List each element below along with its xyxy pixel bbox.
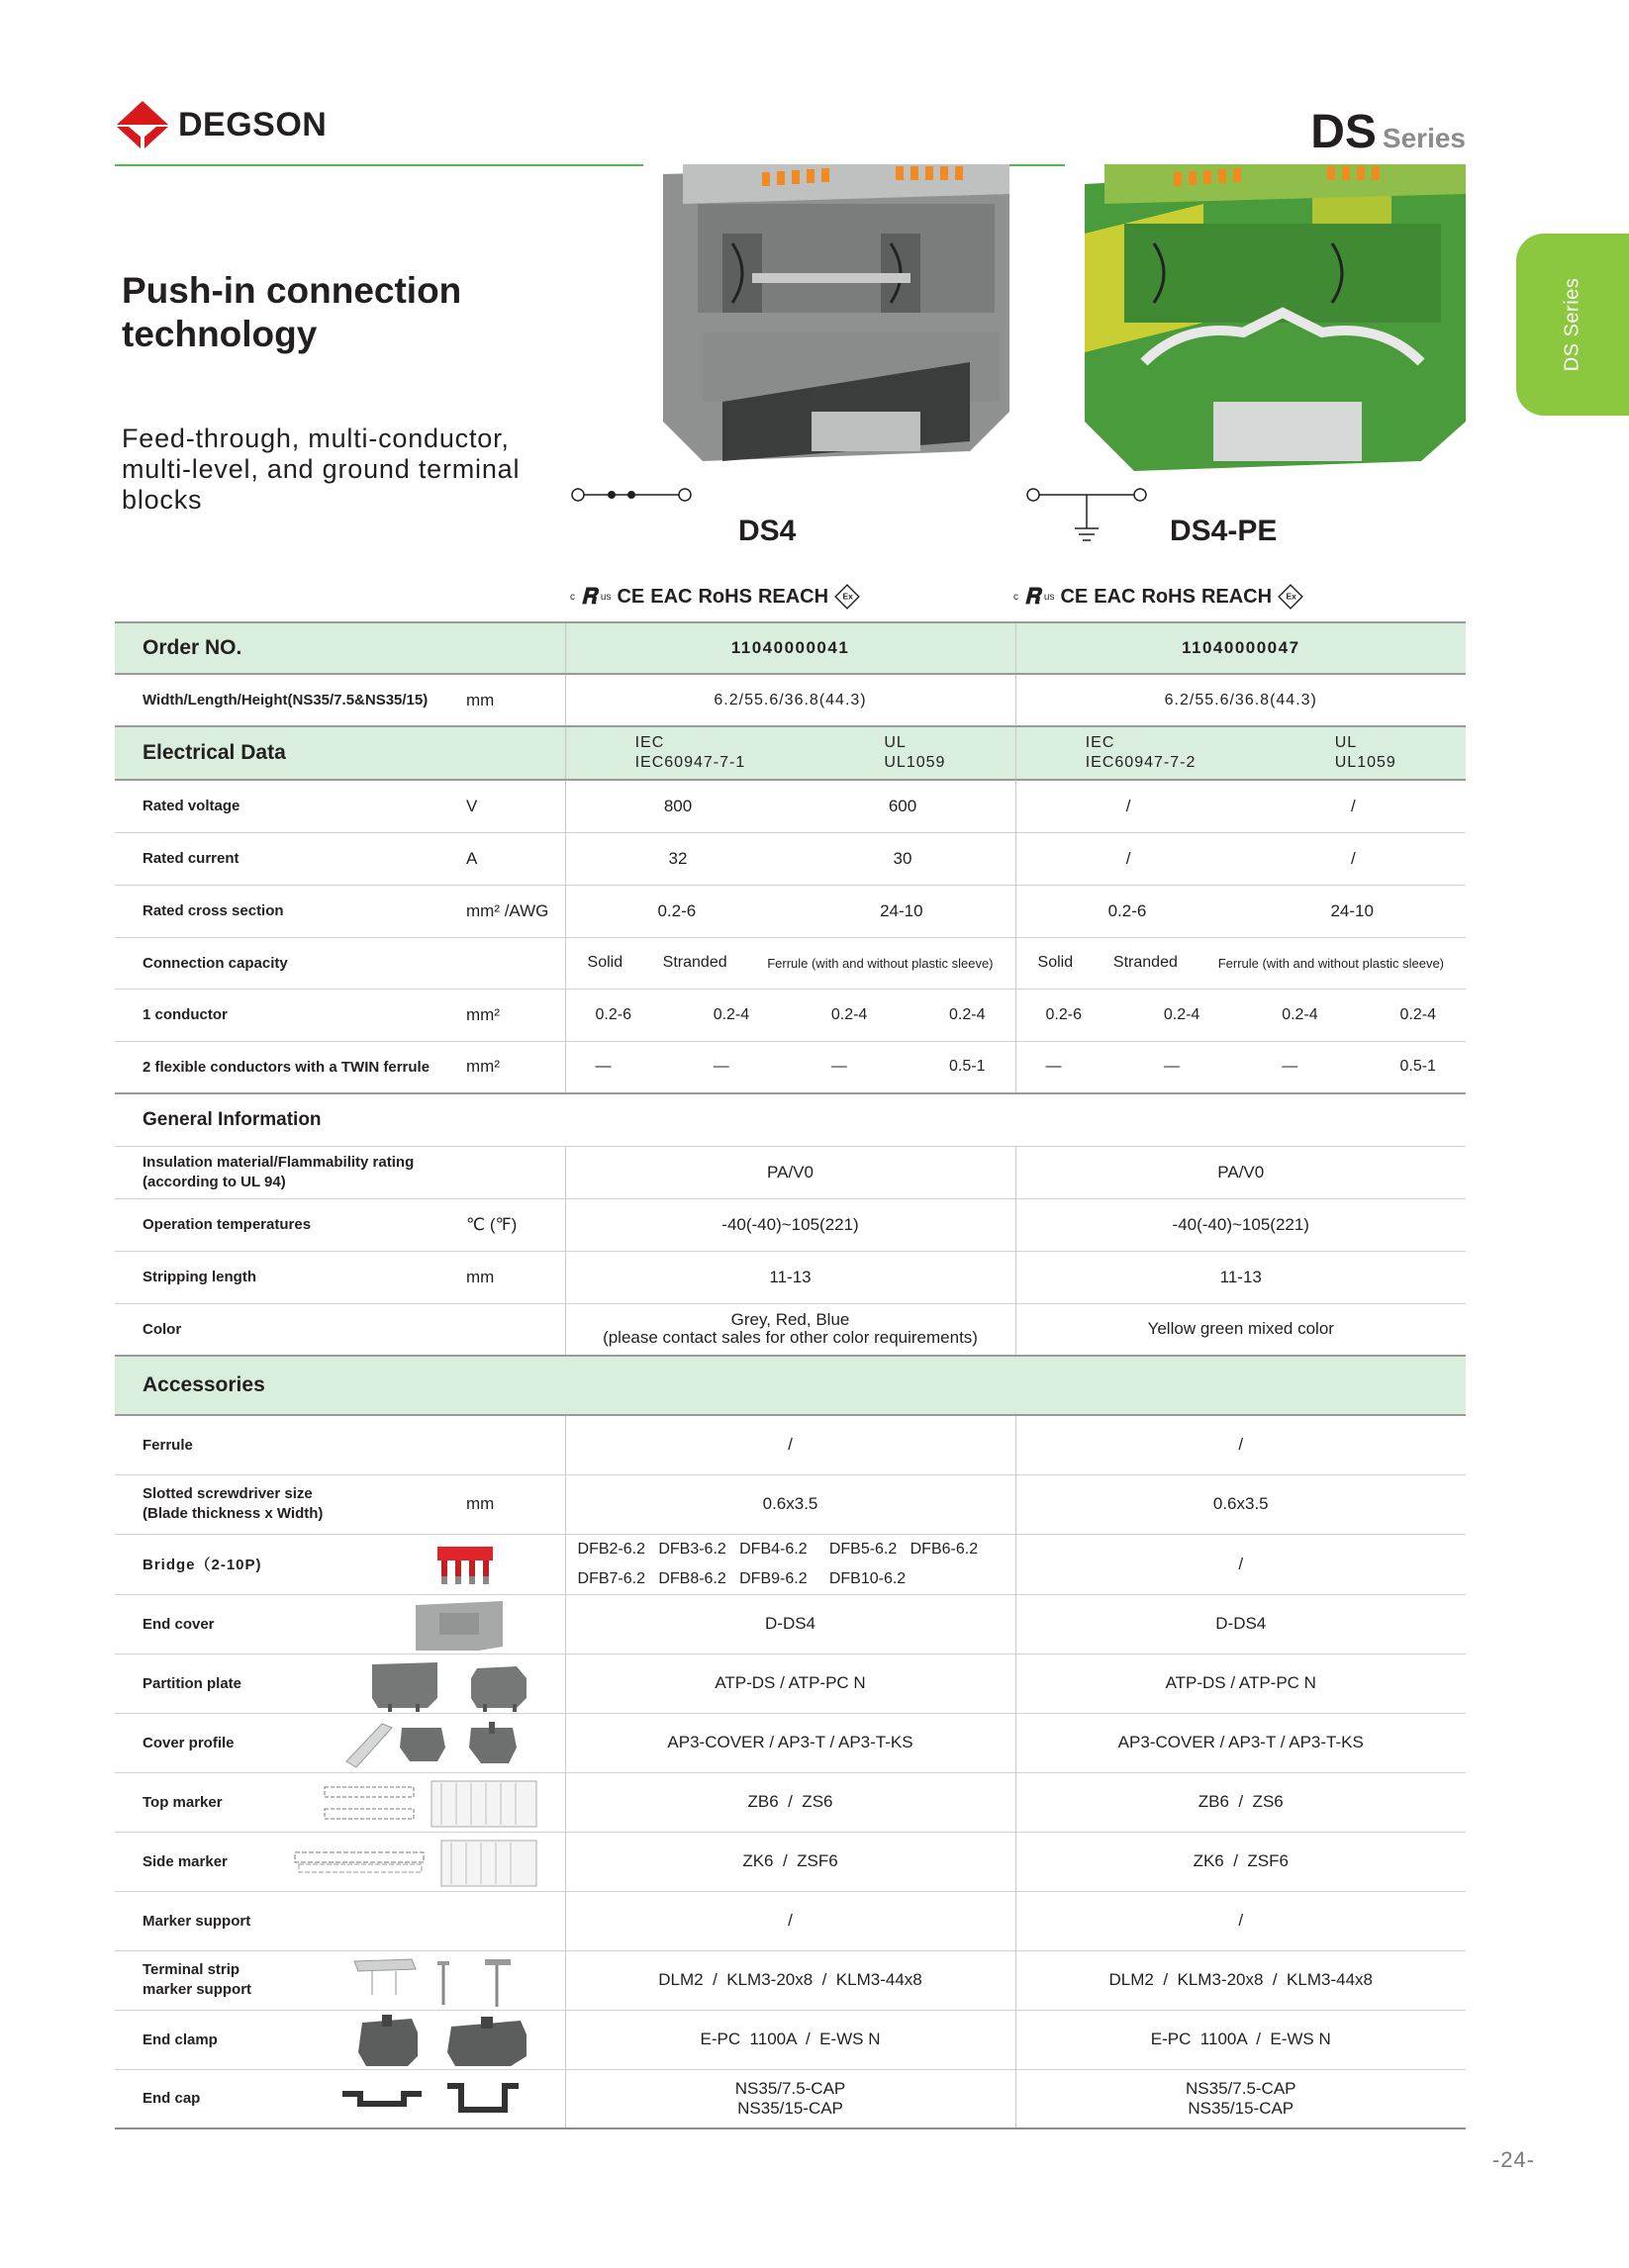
one-conductor-solid-pe: 0.2-6 bbox=[1045, 1005, 1082, 1023]
strip-marker-label-line1: Terminal strip bbox=[143, 1961, 240, 1978]
order-number-ds4-pe: 11040000047 bbox=[1015, 622, 1466, 674]
one-conductor-ferrule2-pe: 0.2-4 bbox=[1399, 1005, 1437, 1023]
rated-current-row bbox=[115, 832, 1466, 885]
partition-label-cell bbox=[115, 1654, 466, 1713]
ul-us-text: us bbox=[600, 591, 612, 603]
cap-solid-ds4: Solid bbox=[587, 954, 623, 971]
cover-profile-image bbox=[342, 1718, 540, 1771]
one-conductor-solid-ds4: 0.2-6 bbox=[595, 1005, 631, 1023]
end-cap-label: End cap bbox=[143, 2090, 201, 2108]
order-number-ds4: 11040000041 bbox=[565, 622, 1015, 674]
end-clamp-image bbox=[352, 2013, 540, 2068]
electrical-standards-ds4 bbox=[565, 726, 1015, 780]
side-marker-label-cell bbox=[115, 1832, 466, 1891]
degson-logo-icon bbox=[115, 99, 170, 150]
screwdriver-ds4-pe: 0.6x3.5 bbox=[1015, 1474, 1466, 1534]
electrical-label: Electrical Data bbox=[115, 726, 565, 780]
end-cap-row bbox=[115, 2069, 1466, 2128]
two-conductors-row bbox=[115, 1041, 1466, 1093]
std-ul-pe: UL bbox=[1334, 734, 1358, 751]
marker-support-label: Marker support bbox=[115, 1891, 565, 1950]
end-cover-label-cell bbox=[115, 1594, 466, 1654]
strip-marker-ds4-pe: DLM2 / KLM3-20x8 / KLM3-44x8 bbox=[1015, 1950, 1466, 2010]
ul-mark-icon: 𝐑 bbox=[1024, 584, 1038, 610]
bridge-ds4-pe: / bbox=[1015, 1534, 1466, 1594]
one-conductor-stranded-pe: 0.2-4 bbox=[1163, 1005, 1200, 1023]
order-row bbox=[115, 622, 1466, 674]
op-temp-row bbox=[115, 1198, 1466, 1251]
screwdriver-label-line1: Slotted screwdriver size bbox=[143, 1485, 313, 1502]
two-conductors-stranded-pe: — bbox=[1163, 1058, 1180, 1076]
eac-mark: EAC bbox=[650, 585, 693, 608]
certification-marks-ds4 bbox=[570, 584, 860, 610]
rated-voltage-ul-pe: / bbox=[1351, 796, 1356, 815]
intro-title: Push-in connection technology bbox=[122, 270, 462, 354]
cap-solid-pe: Solid bbox=[1037, 954, 1074, 971]
rated-current-iec-pe: / bbox=[1125, 848, 1131, 868]
cap-stranded-pe: Stranded bbox=[1112, 954, 1178, 971]
one-conductor-stranded-ds4: 0.2-4 bbox=[713, 1005, 750, 1023]
bridge-label: Bridge（2-10P) bbox=[143, 1557, 262, 1573]
rated-voltage-iec-pe: / bbox=[1125, 796, 1131, 815]
top-marker-label-cell bbox=[115, 1772, 466, 1832]
marker-support-row bbox=[115, 1891, 1466, 1950]
one-conductor-unit: mm² bbox=[466, 989, 565, 1041]
end-clamp-label-cell bbox=[115, 2010, 466, 2069]
side-tab-label: DS Series bbox=[1561, 277, 1583, 372]
two-conductors-ferrule1-pe: — bbox=[1282, 1058, 1298, 1076]
bridge-ds4-line2: DFB7-6.2 DFB8-6.2 DFB9-6.2 DFB10-6.2 bbox=[577, 1569, 907, 1587]
end-clamp-label: End clamp bbox=[143, 2031, 218, 2048]
connection-capacity-row bbox=[115, 937, 1466, 989]
end-cap-ds4-line1: NS35/7.5-CAP bbox=[734, 2078, 846, 2098]
rated-voltage-row bbox=[115, 780, 1466, 832]
color-ds4-line1: Grey, Red, Blue bbox=[730, 1310, 850, 1330]
spec-table bbox=[115, 621, 1466, 2129]
partition-ds4-pe: ATP-DS / ATP-PC N bbox=[1015, 1654, 1466, 1713]
insulation-label-line2: (according to UL 94) bbox=[143, 1173, 286, 1190]
ul-c-text: c bbox=[570, 591, 575, 603]
reach-mark: REACH bbox=[757, 585, 829, 608]
electrical-header-row bbox=[115, 726, 1466, 780]
std-iec-code-pe: IEC60947-7-2 bbox=[1085, 754, 1197, 771]
end-cap-ds4 bbox=[565, 2069, 1015, 2128]
ds4-feedthrough-symbol bbox=[570, 485, 693, 511]
general-info-row bbox=[115, 1093, 1466, 1146]
brand-name: DEGSON bbox=[178, 105, 328, 143]
strip-marker-row bbox=[115, 1950, 1466, 2010]
screwdriver-label-line2: (Blade thickness x Width) bbox=[143, 1505, 324, 1522]
ex-mark-icon bbox=[1278, 584, 1303, 610]
page-number: -24- bbox=[1491, 2147, 1535, 2172]
ds4-pe-product-image bbox=[1065, 164, 1466, 491]
end-cover-ds4: D-DS4 bbox=[565, 1594, 1015, 1654]
one-conductor-ferrule1-ds4: 0.2-4 bbox=[830, 1005, 868, 1023]
end-cover-image bbox=[410, 1599, 509, 1653]
top-marker-ds4: ZB6 / ZS6 bbox=[565, 1772, 1015, 1832]
series-sub: Series bbox=[1382, 123, 1466, 153]
connection-capacity-label: Connection capacity bbox=[115, 937, 565, 989]
two-conductors-unit: mm² bbox=[466, 1041, 565, 1093]
rated-current-label: Rated current bbox=[115, 832, 466, 885]
two-conductors-label: 2 flexible conductors with a TWIN ferrule bbox=[115, 1041, 466, 1093]
ferrule-row bbox=[115, 1415, 1466, 1474]
top-marker-image bbox=[323, 1779, 540, 1829]
two-conductors-ferrule2-pe: 0.5-1 bbox=[1399, 1058, 1437, 1076]
rated-voltage-iec-ds4: 800 bbox=[663, 796, 693, 815]
two-conductors-ferrule1-ds4: — bbox=[830, 1058, 847, 1076]
dimensions-ds4: 6.2/55.6/36.8(44.3) bbox=[565, 674, 1015, 726]
one-conductor-row bbox=[115, 989, 1466, 1041]
std-iec-pe: IEC bbox=[1085, 734, 1115, 751]
cross-section-row bbox=[115, 885, 1466, 937]
side-marker-row bbox=[115, 1832, 1466, 1891]
eac-mark: EAC bbox=[1094, 585, 1136, 608]
end-cap-ds4-line2: NS35/15-CAP bbox=[737, 2098, 843, 2118]
cap-ferrule-ds4: Ferrule (with and without plastic sleeve) bbox=[767, 955, 994, 971]
ds4-product-image bbox=[643, 164, 1009, 481]
cover-profile-label-cell bbox=[115, 1713, 466, 1772]
op-temp-unit: ℃ (℉) bbox=[466, 1198, 565, 1251]
cover-profile-row bbox=[115, 1713, 1466, 1772]
std-iec-code-ds4: IEC60947-7-1 bbox=[634, 754, 746, 771]
model-name-ds4-pe: DS4-PE bbox=[1170, 515, 1278, 547]
partition-row bbox=[115, 1654, 1466, 1713]
dimensions-ds4-pe: 6.2/55.6/36.8(44.3) bbox=[1015, 674, 1466, 726]
rohs-mark: RoHS bbox=[1141, 585, 1196, 608]
screwdriver-label bbox=[115, 1474, 466, 1534]
ferrule-ds4-pe: / bbox=[1015, 1415, 1466, 1474]
std-iec-ds4: IEC bbox=[634, 734, 665, 751]
side-tab bbox=[1516, 234, 1629, 416]
screwdriver-ds4: 0.6x3.5 bbox=[565, 1474, 1015, 1534]
rated-current-unit: A bbox=[466, 832, 565, 885]
ce-mark: CE bbox=[617, 585, 645, 608]
op-temp-label: Operation temperatures bbox=[115, 1198, 466, 1251]
accessories-label: Accessories bbox=[115, 1356, 1466, 1415]
intro-description: Feed-through, multi-conductor, multi-level, and ground terminal blocks bbox=[122, 424, 521, 515]
side-marker-image bbox=[293, 1839, 540, 1888]
two-conductors-ferrule2-ds4: 0.5-1 bbox=[949, 1058, 986, 1076]
series-main: DS bbox=[1310, 106, 1377, 158]
marker-support-ds4: / bbox=[565, 1891, 1015, 1950]
std-ul-code-pe: UL1059 bbox=[1334, 754, 1396, 771]
general-info-label: General Information bbox=[115, 1093, 1466, 1146]
end-cap-image bbox=[338, 2080, 536, 2120]
strip-marker-ds4: DLM2 / KLM3-20x8 / KLM3-44x8 bbox=[565, 1950, 1015, 2010]
ferrule-ds4: / bbox=[565, 1415, 1015, 1474]
op-temp-ds4: -40(-40)~105(221) bbox=[565, 1198, 1015, 1251]
color-ds4-pe: Yellow green mixed color bbox=[1015, 1303, 1466, 1356]
std-ul-code-ds4: UL1059 bbox=[884, 754, 946, 771]
cap-ferrule-pe: Ferrule (with and without plastic sleeve) bbox=[1217, 955, 1445, 971]
two-conductors-solid-ds4: — bbox=[595, 1058, 612, 1076]
rated-current-ul-pe: / bbox=[1351, 848, 1356, 868]
rated-voltage-unit: V bbox=[466, 780, 565, 832]
end-clamp-row bbox=[115, 2010, 1466, 2069]
rated-voltage-ul-ds4: 600 bbox=[888, 796, 917, 815]
one-conductor-label: 1 conductor bbox=[115, 989, 466, 1041]
cross-section-ul-pe: 24-10 bbox=[1330, 900, 1374, 920]
reach-mark: REACH bbox=[1200, 585, 1273, 608]
ferrule-label: Ferrule bbox=[115, 1415, 565, 1474]
ex-mark-text: Ex bbox=[842, 591, 853, 602]
cover-profile-ds4: AP3-COVER / AP3-T / AP3-T-KS bbox=[565, 1713, 1015, 1772]
cross-section-ul-ds4: 24-10 bbox=[880, 900, 923, 920]
rated-current-ul-ds4: 30 bbox=[893, 848, 912, 868]
stripping-row bbox=[115, 1251, 1466, 1303]
cover-profile-ds4-pe: AP3-COVER / AP3-T / AP3-T-KS bbox=[1015, 1713, 1466, 1772]
bridge-image bbox=[437, 1543, 493, 1586]
bridge-row bbox=[115, 1534, 1466, 1594]
series-title bbox=[1310, 105, 1466, 159]
bridge-ds4-line1: DFB2-6.2 DFB3-6.2 DFB4-6.2 DFB5-6.2 DFB6-6.2 bbox=[577, 1540, 979, 1558]
top-marker-row bbox=[115, 1772, 1466, 1832]
std-ul-ds4: UL bbox=[884, 734, 907, 751]
degson-logo bbox=[115, 97, 327, 152]
ul-mark-icon: 𝐑 bbox=[581, 584, 595, 610]
color-row bbox=[115, 1303, 1466, 1356]
dimensions-row bbox=[115, 674, 1466, 726]
end-cover-label: End cover bbox=[143, 1615, 215, 1633]
stripping-ds4-pe: 11-13 bbox=[1015, 1251, 1466, 1303]
color-ds4-line2: (please contact sales for other color requirements) bbox=[603, 1328, 978, 1348]
order-label: Order NO. bbox=[115, 622, 565, 674]
top-marker-ds4-pe: ZB6 / ZS6 bbox=[1015, 1772, 1466, 1832]
end-cover-ds4-pe: D-DS4 bbox=[1015, 1594, 1466, 1654]
ex-mark-text: Ex bbox=[1286, 591, 1296, 602]
model-name-ds4: DS4 bbox=[738, 515, 797, 547]
dimensions-label: Width/Length/Height(NS35/7.5&NS35/15) bbox=[115, 674, 466, 726]
end-cap-label-cell bbox=[115, 2069, 466, 2128]
end-cap-pe-line1: NS35/7.5-CAP bbox=[1186, 2078, 1296, 2098]
op-temp-ds4-pe: -40(-40)~105(221) bbox=[1015, 1198, 1466, 1251]
electrical-standards-ds4-pe bbox=[1015, 726, 1466, 780]
stripping-ds4: 11-13 bbox=[565, 1251, 1015, 1303]
screwdriver-row bbox=[115, 1474, 1466, 1534]
bridge-label-cell bbox=[115, 1534, 466, 1594]
partition-ds4: ATP-DS / ATP-PC N bbox=[565, 1654, 1015, 1713]
rated-voltage-label: Rated voltage bbox=[115, 780, 466, 832]
side-marker-label: Side marker bbox=[143, 1852, 228, 1870]
end-cover-row bbox=[115, 1594, 1466, 1654]
two-conductors-stranded-ds4: — bbox=[713, 1058, 729, 1076]
marker-support-ds4-pe: / bbox=[1015, 1891, 1466, 1950]
end-clamp-ds4-pe: E-PC 1100A / E-WS N bbox=[1015, 2010, 1466, 2069]
cross-section-iec-ds4: 0.2-6 bbox=[657, 900, 697, 920]
partition-label: Partition plate bbox=[143, 1674, 242, 1692]
one-conductor-ferrule1-pe: 0.2-4 bbox=[1282, 1005, 1318, 1023]
two-conductors-solid-pe: — bbox=[1045, 1058, 1062, 1076]
insulation-ds4-pe: PA/V0 bbox=[1015, 1146, 1466, 1198]
certification-marks-ds4-pe bbox=[1013, 584, 1303, 610]
strip-marker-label-cell bbox=[115, 1950, 466, 2010]
insulation-label bbox=[115, 1146, 565, 1198]
insulation-ds4: PA/V0 bbox=[565, 1146, 1015, 1198]
end-clamp-ds4: E-PC 1100A / E-WS N bbox=[565, 2010, 1015, 2069]
insulation-row bbox=[115, 1146, 1466, 1198]
strip-marker-label-line2: marker support bbox=[143, 1981, 252, 1998]
bridge-ds4 bbox=[565, 1534, 1015, 1594]
rated-current-iec-ds4: 32 bbox=[668, 848, 688, 868]
screwdriver-unit: mm bbox=[466, 1474, 565, 1534]
cross-section-label: Rated cross section bbox=[115, 885, 466, 937]
side-marker-ds4: ZK6 / ZSF6 bbox=[565, 1832, 1015, 1891]
ul-us-text: us bbox=[1043, 591, 1055, 603]
accessories-row bbox=[115, 1356, 1466, 1415]
cap-stranded-ds4: Stranded bbox=[662, 954, 727, 971]
dimensions-unit: mm bbox=[466, 674, 565, 726]
top-marker-label: Top marker bbox=[143, 1793, 223, 1811]
ce-mark: CE bbox=[1060, 585, 1089, 608]
ul-c-text: c bbox=[1013, 591, 1018, 603]
color-label: Color bbox=[115, 1303, 565, 1356]
stripping-label: Stripping length bbox=[115, 1251, 466, 1303]
partition-plate-image bbox=[368, 1658, 536, 1712]
side-marker-ds4-pe: ZK6 / ZSF6 bbox=[1015, 1832, 1466, 1891]
stripping-unit: mm bbox=[466, 1251, 565, 1303]
end-cap-pe-line2: NS35/15-CAP bbox=[1188, 2098, 1294, 2118]
cross-section-iec-pe: 0.2-6 bbox=[1107, 900, 1147, 920]
strip-marker-support-image bbox=[352, 1955, 530, 2009]
end-cap-ds4-pe bbox=[1015, 2069, 1466, 2128]
cover-profile-label: Cover profile bbox=[143, 1734, 235, 1751]
insulation-label-line1: Insulation material/Flammability rating bbox=[143, 1153, 415, 1171]
color-ds4 bbox=[565, 1303, 1015, 1356]
ex-mark-icon bbox=[834, 584, 860, 610]
cross-section-unit: mm² /AWG bbox=[466, 885, 565, 937]
one-conductor-ferrule2-ds4: 0.2-4 bbox=[949, 1005, 986, 1023]
rohs-mark: RoHS bbox=[698, 585, 752, 608]
ds4-pe-ground-symbol bbox=[1025, 485, 1148, 554]
